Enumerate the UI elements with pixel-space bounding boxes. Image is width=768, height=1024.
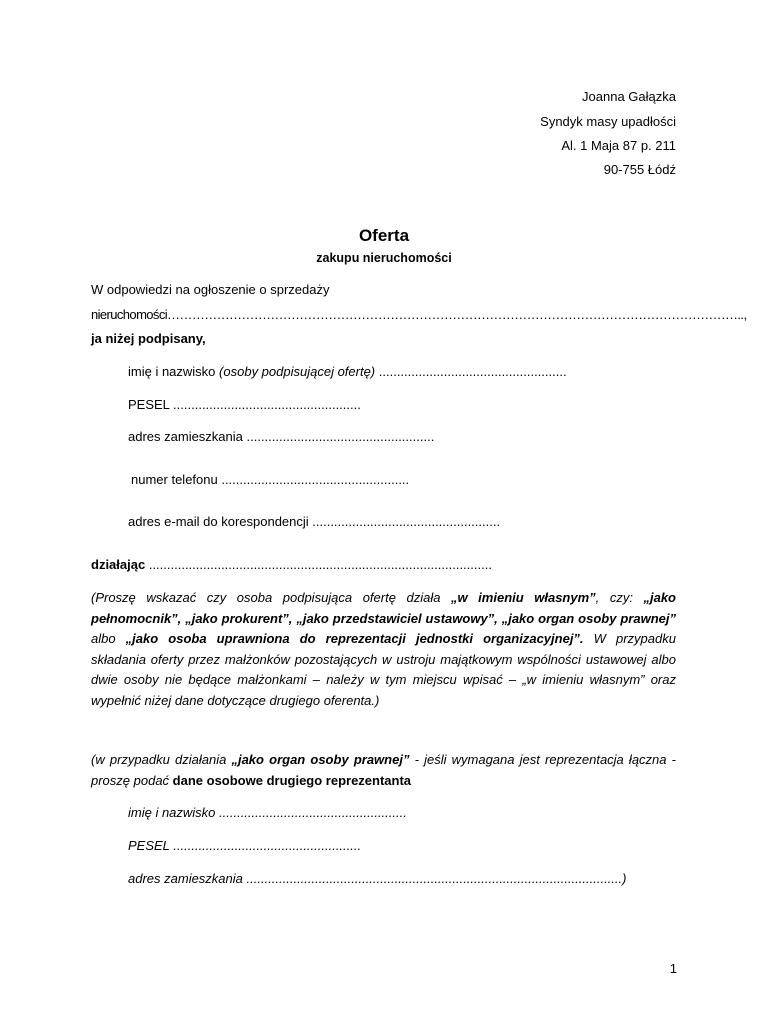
note1-text-4: W przypadku składania oferty przez małżonków pozostających w ustroju majątkowym wspólności ustawowej albo dwie osoby nie będące małżonkami – należy w tym miejscu wpisać – „w imieniu własnym” oraz wypełnić niżej dane dotyczące drugiego oferenta.) xyxy=(91,631,676,708)
phone-field: numer telefonu .................................................... xyxy=(131,472,410,487)
document-subtitle: zakupu nieruchomości xyxy=(316,251,452,265)
note1-text-3: albo xyxy=(91,631,126,646)
email-field: adres e-mail do korespondencji .................................................... xyxy=(128,514,501,529)
note2-text-2: - jeśli wymagana jest reprezentacja łączna - proszę podać xyxy=(91,752,676,788)
representation-note xyxy=(91,750,676,791)
note2-bold-2: dane osobowe drugiego reprezentanta xyxy=(172,772,412,788)
second-pesel-field: PESEL .................................................... xyxy=(128,838,362,853)
property-field: nieruchomości………………………………………………………………………………………………………………………….., xyxy=(91,307,747,322)
pesel-field: PESEL .................................................... xyxy=(128,397,361,412)
note2-bold-1: „jako organ osoby prawnej” xyxy=(231,752,410,767)
page-number: 1 xyxy=(669,961,677,976)
recipient-street: Al. 1 Maja 87 p. 211 xyxy=(561,138,676,153)
note1-bold-3: „jako osoba uprawniona do reprezentacji jednostki organizacyjnej”. xyxy=(125,631,584,646)
recipient-name: Joanna Gałązka xyxy=(582,89,676,104)
acting-dots: ............................................................................................... xyxy=(148,557,492,572)
intro-line-1: W odpowiedzi na ogłoszenie o sprzedaży xyxy=(91,282,330,297)
acting-label: działając xyxy=(91,557,146,572)
recipient-city: 90-755 Łódź xyxy=(603,162,676,177)
second-address-field: adres zamieszkania ........................................................................................................) xyxy=(128,871,627,886)
note1-text-1: (Proszę wskazać czy osoba podpisująca ofertę działa xyxy=(91,590,452,605)
note2-text-1: (w przypadku działania xyxy=(91,752,232,767)
recipient-role: Syndyk masy upadłości xyxy=(540,114,676,129)
instruction-note xyxy=(91,588,676,711)
name-dots: .................................................... xyxy=(378,364,567,379)
address-field: adres zamieszkania .................................................... xyxy=(128,429,435,444)
intro-line-3: ja niżej podpisany, xyxy=(91,331,206,346)
document-title: Oferta xyxy=(358,226,410,245)
second-name-field: imię i nazwisko .................................................... xyxy=(128,805,407,820)
acting-field xyxy=(91,557,492,572)
note1-bold-1: „w imieniu własnym” xyxy=(451,590,596,605)
note1-text-2: , czy: xyxy=(595,590,644,605)
name-label: imię i nazwisko xyxy=(128,364,216,379)
note1-bold-2: „jako pełnomocnik”, „jako prokurent”, „jako przedstawiciel ustawowy”, „jako organ osoby prawnej” xyxy=(91,590,676,626)
name-field xyxy=(128,364,567,379)
name-note: (osoby podpisującej ofertę) xyxy=(219,364,376,379)
